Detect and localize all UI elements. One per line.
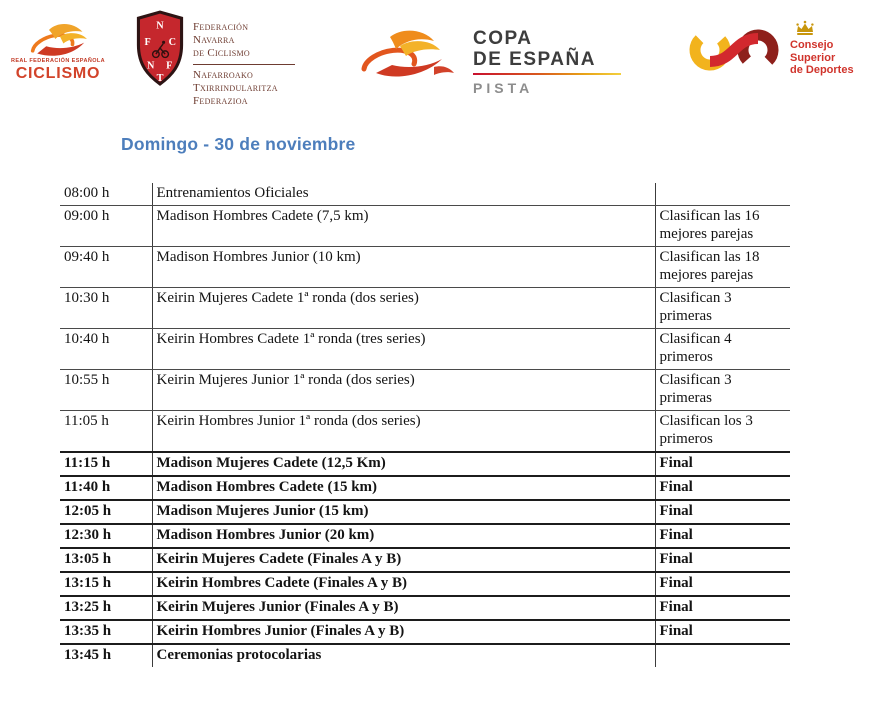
fnc-letter: F — [166, 60, 173, 72]
schedule-note-cell — [655, 644, 790, 667]
fnc-letter: N — [147, 60, 155, 72]
schedule-event-cell: Keirin Hombres Junior 1ª ronda (dos series) — [152, 411, 655, 453]
schedule-time-cell: 13:05 h — [60, 548, 152, 572]
schedule-row — [60, 183, 790, 206]
schedule-time-cell: 10:30 h — [60, 288, 152, 329]
csd-name-line: Superior — [790, 51, 836, 64]
schedule-row — [60, 370, 790, 411]
fnc-letter: T — [156, 72, 164, 84]
schedule-time-cell: 13:35 h — [60, 620, 152, 644]
copa-title-line2: DE ESPAÑA — [473, 49, 596, 70]
csd-logo — [688, 20, 854, 77]
schedule-event-cell: Keirin Mujeres Cadete 1ª ronda (dos series) — [152, 288, 655, 329]
schedule-time-cell: 13:45 h — [60, 644, 152, 667]
schedule-row — [60, 644, 790, 667]
schedule-row — [60, 288, 790, 329]
schedule-row — [60, 596, 790, 620]
schedule-note-cell: Final — [655, 620, 790, 644]
schedule-note-cell: Final — [655, 548, 790, 572]
schedule-time-cell: 10:40 h — [60, 329, 152, 370]
schedule-time-cell: 08:00 h — [60, 183, 152, 206]
schedule-event-cell: Keirin Hombres Cadete 1ª ronda (tres series) — [152, 329, 655, 370]
fnc-letter: N — [156, 20, 164, 32]
copa-text-block — [473, 24, 621, 96]
schedule-row — [60, 329, 790, 370]
schedule-row — [60, 247, 790, 288]
schedule-time-cell: 13:25 h — [60, 596, 152, 620]
rfec-logo — [10, 20, 106, 83]
copa-subtitle: PISTA — [473, 80, 534, 96]
schedule-event-cell: Madison Hombres Cadete (7,5 km) — [152, 206, 655, 247]
fnc-shield-icon — [136, 10, 184, 86]
schedule-time-cell: 09:40 h — [60, 247, 152, 288]
schedule-row — [60, 548, 790, 572]
fnc-text-block — [193, 10, 295, 108]
fnc-letter: F — [144, 36, 151, 48]
csd-name — [790, 39, 854, 77]
schedule-time-cell: 11:15 h — [60, 452, 152, 476]
schedule-note-cell: Final — [655, 452, 790, 476]
schedule-row — [60, 476, 790, 500]
csd-monogram-icon — [688, 28, 780, 72]
schedule-event-cell: Keirin Hombres Cadete (Finales A y B) — [152, 572, 655, 596]
schedule-time-cell: 12:05 h — [60, 500, 152, 524]
schedule-row — [60, 572, 790, 596]
schedule-time-cell: 13:15 h — [60, 572, 152, 596]
rfec-title: CICLISMO — [15, 65, 101, 82]
schedule-row — [60, 500, 790, 524]
schedule-note-cell: Clasifican 4 primeros — [655, 329, 790, 370]
schedule-note-cell: Final — [655, 572, 790, 596]
schedule-event-cell: Madison Hombres Junior (10 km) — [152, 247, 655, 288]
schedule-table — [60, 183, 790, 667]
rfec-emblem-icon — [16, 20, 100, 58]
schedule-note-cell: Final — [655, 500, 790, 524]
schedule-event-cell: Ceremonias protocolarias — [152, 644, 655, 667]
copa-title-line1: COPA — [473, 28, 533, 49]
schedule-event-cell: Madison Hombres Cadete (15 km) — [152, 476, 655, 500]
schedule-event-cell: Keirin Mujeres Junior 1ª ronda (dos series) — [152, 370, 655, 411]
copa-flames-icon — [348, 24, 463, 90]
schedule-row — [60, 206, 790, 247]
schedule-event-cell: Keirin Mujeres Junior (Finales A y B) — [152, 596, 655, 620]
schedule-event-cell: Madison Mujeres Cadete (12,5 Km) — [152, 452, 655, 476]
schedule-event-cell: Entrenamientos Oficiales — [152, 183, 655, 206]
schedule-row — [60, 411, 790, 453]
fnc-divider — [193, 64, 295, 65]
rfec-small-text: REAL FEDERACIÓN ESPAÑOLA — [10, 58, 106, 64]
csd-name-line: de Deportes — [790, 64, 854, 76]
schedule-row — [60, 620, 790, 644]
fnc-letter: C — [168, 36, 177, 48]
schedule-note-cell: Clasifican 3 primeras — [655, 370, 790, 411]
schedule-event-cell: Keirin Mujeres Cadete (Finales A y B) — [152, 548, 655, 572]
csd-text-block — [790, 20, 854, 77]
schedule-note-cell — [655, 183, 790, 206]
schedule-note-cell: Clasifican las 18 mejores parejas — [655, 247, 790, 288]
schedule-time-cell: 11:40 h — [60, 476, 152, 500]
schedule-event-cell: Keirin Hombres Junior (Finales A y B) — [152, 620, 655, 644]
schedule-event-cell: Madison Mujeres Junior (15 km) — [152, 500, 655, 524]
schedule-event-cell: Madison Hombres Junior (20 km) — [152, 524, 655, 548]
schedule-time-cell: 12:30 h — [60, 524, 152, 548]
schedule-note-cell: Final — [655, 476, 790, 500]
fnc-name-eu: Federazioa — [193, 95, 248, 107]
schedule-time-cell: 09:00 h — [60, 206, 152, 247]
schedule-note-cell: Clasifican las 16 mejores parejas — [655, 206, 790, 247]
fnc-name-eu: Txirrindularitza — [193, 82, 278, 94]
schedule-table-body — [60, 183, 790, 667]
schedule-note-cell: Clasifican 3 primeras — [655, 288, 790, 329]
fnc-name-es: de Ciclismo — [193, 47, 250, 59]
fnc-name-es: Navarra — [193, 34, 235, 46]
copa-gradient-rule — [473, 73, 621, 75]
schedule-row — [60, 524, 790, 548]
schedule-row — [60, 452, 790, 476]
csd-name-line: Consejo — [790, 39, 834, 51]
schedule-time-cell: 10:55 h — [60, 370, 152, 411]
copa-espana-logo — [348, 24, 621, 96]
schedule-time-cell: 11:05 h — [60, 411, 152, 453]
fnc-name-es: Federación — [193, 21, 249, 33]
fnc-logo — [136, 10, 295, 108]
schedule-note-cell: Final — [655, 524, 790, 548]
page-title: Domingo - 30 de noviembre — [121, 134, 356, 154]
fnc-name-eu: Nafarroako — [193, 69, 254, 81]
schedule-note-cell: Clasifican los 3 primeros — [655, 411, 790, 453]
crown-icon — [794, 20, 816, 36]
schedule-note-cell: Final — [655, 596, 790, 620]
